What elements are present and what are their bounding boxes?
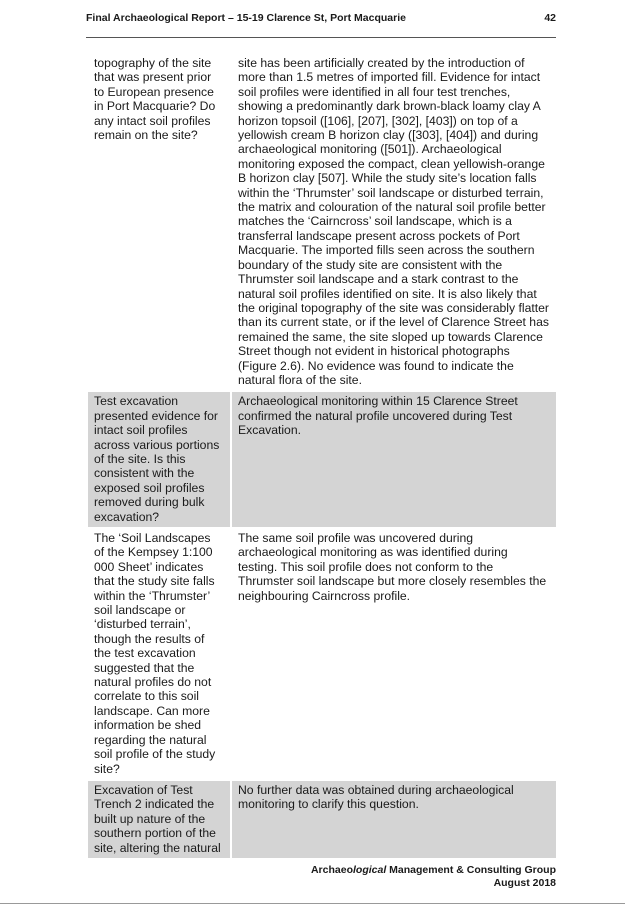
answer-cell: The same soil profile was uncovered during archaeological monitoring as was identified during testing. This soil profile does not conform to the Thrumster soil landscape but more closely resembles the neighbouring Cairncross profile. bbox=[238, 531, 547, 603]
header-divider bbox=[86, 37, 556, 38]
table-row bbox=[88, 54, 556, 390]
report-title: Final Archaeological Report – 15-19 Clarence St, Port Macquarie bbox=[86, 12, 406, 24]
page-bottom-edge bbox=[0, 903, 625, 904]
table-row bbox=[88, 781, 556, 858]
company-name-italic: logical bbox=[352, 864, 387, 876]
table-row bbox=[88, 529, 556, 779]
table-row bbox=[88, 392, 556, 527]
page-header bbox=[86, 12, 556, 32]
page-number: 42 bbox=[544, 12, 556, 24]
answer-cell: Archaeological monitoring within 15 Clarence Street confirmed the natural profile uncovered during Test Excavation. bbox=[232, 392, 556, 527]
page-footer bbox=[311, 864, 556, 890]
report-date: August 2018 bbox=[493, 877, 556, 889]
company-name-prefix: Archaeo bbox=[310, 864, 353, 876]
question-cell: Test excavation presented evidence for intact soil profiles across various portions of the site. Is this consistent with the exposed soil profiles removed during bulk excavation? bbox=[88, 392, 230, 527]
answer-cell: No further data was obtained during archaeological monitoring to clarify this question. bbox=[232, 781, 556, 858]
question-cell: Excavation of Test Trench 2 indicated the built up nature of the southern portion of the site, altering the natural bbox=[88, 781, 230, 858]
company-name bbox=[311, 864, 556, 877]
answer-cell: site has been artificially created by the introduction of more than 1.5 metres of imported fill. Evidence for intact soil profiles were identified in all four test trenches, showing a predominantly dark brown-black loamy clay A horizon topsoil ([106], [207], [302], [403]) on top of a yellowish cream B horizon clay ([303], [404]) and during archaeological monitoring ([501]). Archaeological monitoring exposed the compact, clean yellowish-orange B horizon clay [507]. While the study site’s location falls within the ‘Thrumster’ soil landscape or disturbed terrain, the matrix and colouration of the natural soil profile better matches the ‘Cairncross’ soil landscape, which is a transferral landscape present across pockets of Port Macquarie. The imported fills seen across the southern boundary of the study site are consistent with the Thrumster soil landscape and a stark contrast to the natural soil profiles identified on site. It is also likely that the original topography of the site was considerably flatter than its current state, or if the level of Clarence Street has remained the same, the site sloped up towards Clarence Street though not evident in historical photographs (Figure 2.6). No evidence was found to indicate the natural flora of the site. bbox=[238, 56, 549, 387]
question-cell: topography of the site that was present prior to European presence in Port Macquarie? Do any intact soil profiles remain on the site? bbox=[94, 56, 216, 143]
research-questions-table bbox=[86, 52, 558, 860]
question-cell: The ‘Soil Landscapes of the Kempsey 1:100 000 Sheet’ indicates that the study site falls within the ‘Thrumster’ soil landscape or ‘disturbed terrain’, though the results of the test excavation suggested that the natural profiles do not correlate to this soil landscape. Can more information be shed regarding the natural soil profile of the study site? bbox=[94, 531, 216, 776]
company-name-rest: Management & Consulting Group bbox=[386, 864, 556, 876]
